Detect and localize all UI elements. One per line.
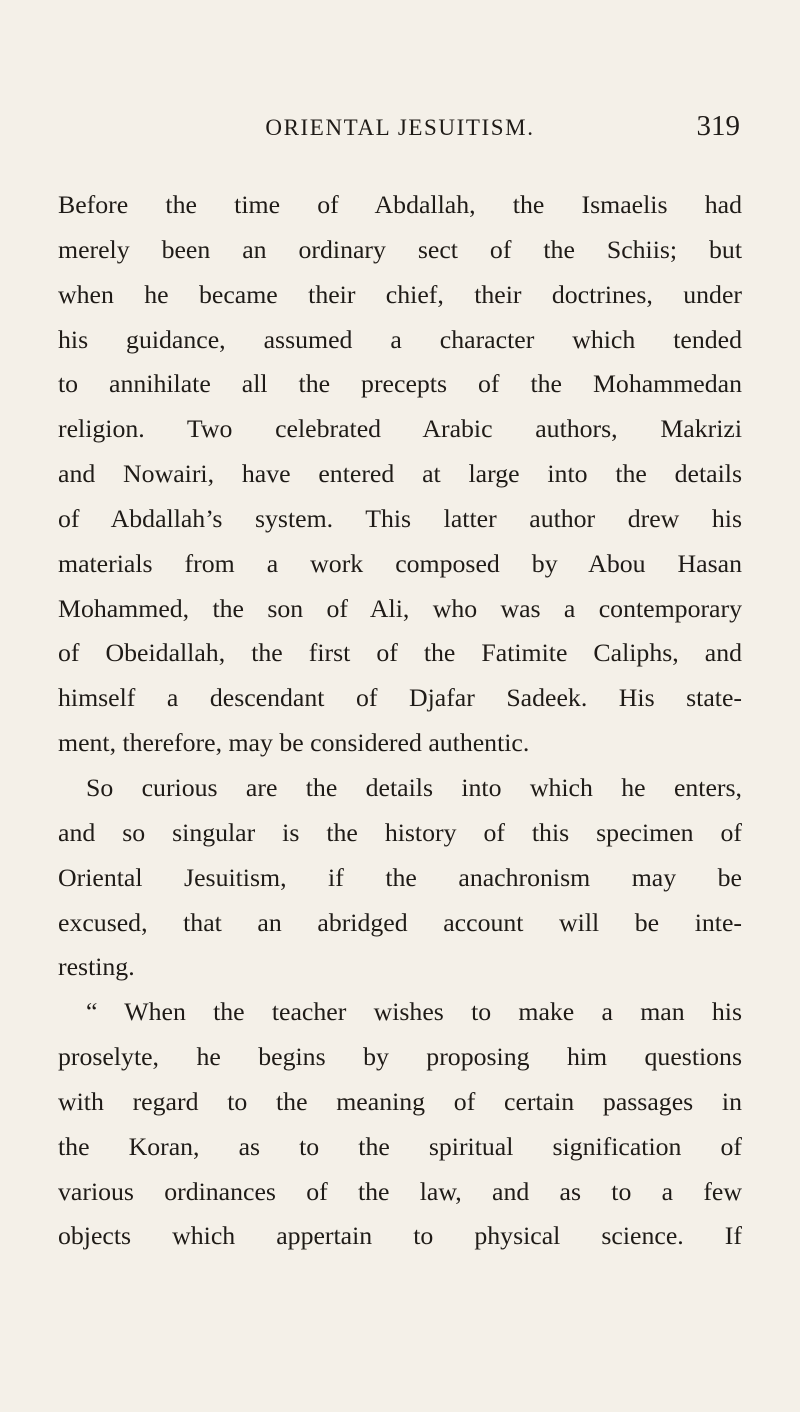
text-line: when he became their chief, their doctrines, under bbox=[58, 279, 742, 309]
text-line: the Koran, as to the spiritual signification of bbox=[58, 1131, 742, 1161]
text-line: materials from a work composed by Abou Hasan bbox=[58, 548, 742, 578]
text-line: his guidance, assumed a character which tended bbox=[58, 324, 742, 354]
text-line: various ordinances of the law, and as to a few bbox=[58, 1176, 742, 1206]
text-line: Mohammed, the son of Ali, who was a contemporary bbox=[58, 593, 742, 623]
text-line: ment, therefore, may be considered authentic. bbox=[58, 728, 530, 758]
text-line: himself a descendant of Djafar Sadeek. His state- bbox=[58, 683, 742, 713]
text-line: “ When the teacher wishes to make a man his bbox=[86, 997, 742, 1027]
page-number: 319 bbox=[696, 110, 740, 142]
text-line: Before the time of Abdallah, the Ismaelis had bbox=[58, 190, 742, 219]
body-text bbox=[58, 183, 742, 1259]
text-line: of Obeidallah, the first of the Fatimite Caliphs, and bbox=[58, 638, 742, 668]
text-line: proselyte, he begins by proposing him questions bbox=[58, 1042, 742, 1072]
text-line: and so singular is the history of this specimen of bbox=[58, 817, 742, 847]
running-head bbox=[0, 112, 800, 144]
running-title: ORIENTAL JESUITISM. bbox=[265, 115, 535, 140]
text-line: merely been an ordinary sect of the Schiis; but bbox=[58, 234, 742, 264]
text-line: excused, that an abridged account will be inte- bbox=[58, 907, 742, 937]
text-line: resting. bbox=[58, 952, 135, 982]
text-line: Oriental Jesuitism, if the anachronism may be bbox=[58, 862, 742, 892]
text-line: religion. Two celebrated Arabic authors, Makrizi bbox=[58, 414, 742, 444]
text-line: to annihilate all the precepts of the Mohammedan bbox=[58, 369, 742, 399]
text-line: So curious are the details into which he enters, bbox=[86, 772, 742, 802]
text-line: of Abdallah’s system. This latter author drew his bbox=[58, 503, 742, 533]
text-line: objects which appertain to physical science. If bbox=[58, 1221, 742, 1251]
text-line: with regard to the meaning of certain passages in bbox=[58, 1086, 742, 1116]
text-line: and Nowairi, have entered at large into the details bbox=[58, 459, 742, 489]
